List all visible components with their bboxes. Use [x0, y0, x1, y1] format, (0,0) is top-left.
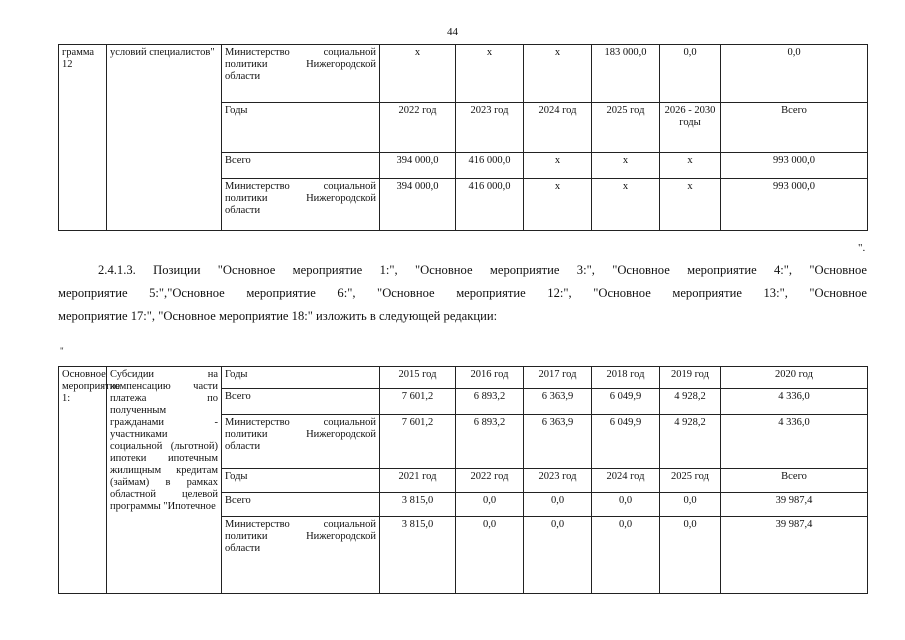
table-cell: х — [524, 153, 592, 179]
table-cell: 0,0 — [456, 493, 524, 517]
table-cell: 3 815,0 — [380, 517, 456, 594]
table-cell: 183 000,0 — [592, 45, 660, 103]
table-cell: 0,0 — [660, 517, 721, 594]
table-cell: 6 893,2 — [456, 415, 524, 469]
row-label: Всего — [222, 153, 380, 179]
table-cell: х — [660, 153, 721, 179]
table-cell: х — [592, 179, 660, 231]
paragraph-line: 2.4.1.3. Позиции "Основное мероприятие 1:", "Основное мероприятие 3:", "Основное мероприятие 4:", "Основное — [98, 263, 867, 277]
table-cell: 2023 год — [524, 469, 592, 493]
table-cell: 993 000,0 — [721, 153, 868, 179]
table-cell: 2024 год — [592, 469, 660, 493]
table-cell: 0,0 — [721, 45, 868, 103]
measure-description-cell: Субсидии на компенсацию части платежа по полученным гражданами - участниками социальной (льготной) ипотеки ипотечным жилищным кредитам (займам) в рамках областной целевой программы "Ипотечное — [107, 367, 222, 594]
table-cell: 2026 - 2030 годы — [660, 103, 721, 153]
table-cell: х — [592, 153, 660, 179]
closing-quote: ". — [858, 242, 866, 254]
table-row — [59, 367, 868, 389]
table-cell: 2025 год — [592, 103, 660, 153]
table-cell: 6 893,2 — [456, 389, 524, 415]
table-cell: 3 815,0 — [380, 493, 456, 517]
table-cell: х — [524, 179, 592, 231]
table-cell: 416 000,0 — [456, 179, 524, 231]
table-cell: 2015 год — [380, 367, 456, 389]
program-cell: грамма 12 — [59, 45, 107, 231]
table-cell: 2016 год — [456, 367, 524, 389]
page-number: 44 — [447, 26, 458, 38]
table-cell: 394 000,0 — [380, 179, 456, 231]
table-cell: 2024 год — [524, 103, 592, 153]
table-cell: 6 363,9 — [524, 415, 592, 469]
row-label: Всего — [222, 493, 380, 517]
table-cell: 4 928,2 — [660, 389, 721, 415]
table-cell: 39 987,4 — [721, 517, 868, 594]
table-cell: 394 000,0 — [380, 153, 456, 179]
table-cell: 0,0 — [456, 517, 524, 594]
row-label: Годы — [222, 469, 380, 493]
table-cell: 6 363,9 — [524, 389, 592, 415]
table-row — [59, 45, 868, 103]
row-label: Министерство социальной политики Нижегородской области — [222, 179, 380, 231]
table-cell: 2025 год — [660, 469, 721, 493]
table-cell: 6 049,9 — [592, 389, 660, 415]
table-cell: 416 000,0 — [456, 153, 524, 179]
table-cell: х — [524, 45, 592, 103]
row-label: Всего — [222, 389, 380, 415]
table-cell: Всего — [721, 103, 868, 153]
row-label: Министерство социальной политики Нижегородской области — [222, 415, 380, 469]
table-cell: 2018 год — [592, 367, 660, 389]
table-cell: 0,0 — [660, 493, 721, 517]
paragraph-line: мероприятие 5:","Основное мероприятие 6:", "Основное мероприятие 12:", "Основное мероприятие 13:", "Основное — [58, 286, 867, 300]
row-label: Министерство социальной политики Нижегородской области — [222, 517, 380, 594]
table-cell: 2021 год — [380, 469, 456, 493]
table-cell: 993 000,0 — [721, 179, 868, 231]
table-cell: 0,0 — [524, 517, 592, 594]
row-label: Годы — [222, 367, 380, 389]
measure-cell: Основное мероприятие 1: — [59, 367, 107, 594]
table-cell: х — [380, 45, 456, 103]
table-cell: х — [660, 179, 721, 231]
table-cell: 0,0 — [592, 493, 660, 517]
table-cell: 7 601,2 — [380, 389, 456, 415]
table-cell: 2022 год — [456, 469, 524, 493]
row-label: Министерство социальной политики Нижегородской области — [222, 45, 380, 103]
funding-table-continued — [58, 44, 868, 231]
table-cell: 39 987,4 — [721, 493, 868, 517]
table-cell: 7 601,2 — [380, 415, 456, 469]
opening-quote: " — [60, 346, 64, 356]
paragraph-line: мероприятие 17:", "Основное мероприятие 18:" изложить в следующей редакции: — [58, 309, 498, 323]
table-cell: 4 336,0 — [721, 389, 868, 415]
table-cell: 0,0 — [592, 517, 660, 594]
table-cell: 4 928,2 — [660, 415, 721, 469]
table-cell: 2017 год — [524, 367, 592, 389]
row-label: Годы — [222, 103, 380, 153]
program-name-cell: условий специалистов" — [107, 45, 222, 231]
table-cell: 2022 год — [380, 103, 456, 153]
funding-table — [58, 366, 868, 594]
table-cell: 0,0 — [524, 493, 592, 517]
table-cell: 4 336,0 — [721, 415, 868, 469]
amendment-paragraph — [58, 259, 867, 328]
table-cell: 0,0 — [660, 45, 721, 103]
table-cell: х — [456, 45, 524, 103]
table-cell: Всего — [721, 469, 868, 493]
table-cell: 2020 год — [721, 367, 868, 389]
table-cell: 2019 год — [660, 367, 721, 389]
table-cell: 2023 год — [456, 103, 524, 153]
table-cell: 6 049,9 — [592, 415, 660, 469]
